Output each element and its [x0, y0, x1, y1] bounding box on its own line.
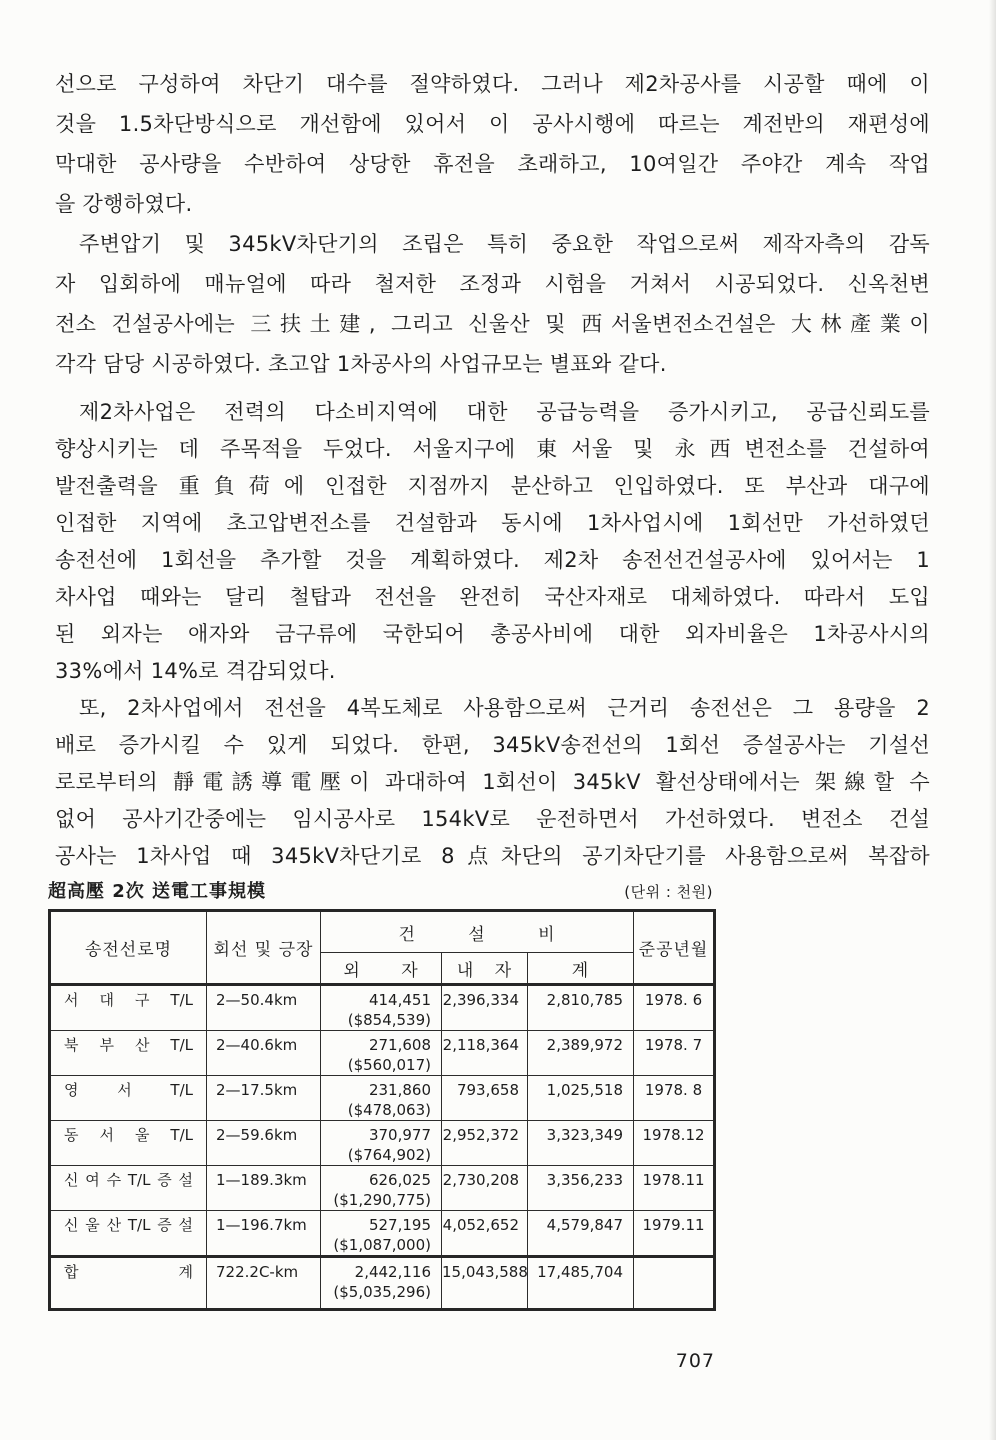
text-line: 을 강행하였다.	[55, 192, 193, 216]
text-line: 전소 건설공사에는 三扶土建, 그리고 신울산 및 西서울변전소건설은 大林產業이	[55, 312, 930, 336]
col-header-domestic-capital: 내 자	[442, 953, 528, 985]
text-line: 것을 1.5차단방식으로 개선함에 있어서 이 공사시행에 따르는 계전반의 재편성에	[55, 112, 930, 136]
table-row	[50, 1211, 715, 1257]
total-cost-cell: 17,485,704	[528, 1257, 634, 1310]
foreign-usd-amount: ($5,035,296)	[333, 1283, 431, 1301]
foreign-amount: 414,451	[368, 991, 431, 1009]
col-header-line-name: 송전선로명	[50, 911, 207, 985]
col-header-construction-cost: 건 설 비	[321, 911, 634, 953]
table-caption-row	[48, 879, 713, 905]
table-header	[50, 911, 715, 985]
foreign-amount: 370,977	[368, 1126, 431, 1144]
foreign-usd-amount: ($764,902)	[347, 1146, 431, 1164]
circuit-length-cell: 2—50.4km	[207, 985, 321, 1031]
text-line: 주변압기 및 345kV차단기의 조립은 특히 중요한 작업으로써 제작자측의 감독	[79, 232, 930, 256]
foreign-amount: 626,025	[368, 1171, 431, 1189]
col-header-completion-date: 준공년월	[634, 911, 715, 985]
table-row	[50, 1076, 715, 1121]
text-line: 막대한 공사량을 수반하여 상당한 휴전을 초래하고, 10여일간 주야간 계속 작업	[55, 152, 930, 176]
col-header-circuit-length: 회선 및 긍장	[207, 911, 321, 985]
foreign-capital-cell	[321, 1031, 442, 1076]
foreign-amount: 2,442,116	[354, 1263, 431, 1281]
total-cost-cell: 3,323,349	[528, 1121, 634, 1166]
circuit-length-cell: 2—59.6km	[207, 1121, 321, 1166]
foreign-usd-amount: ($478,063)	[347, 1101, 431, 1119]
domestic-capital-cell: 2,118,364	[442, 1031, 528, 1076]
line-name-cell: 신 여 수 T/L 증 설	[50, 1166, 207, 1211]
domestic-capital-cell: 2,730,208	[442, 1166, 528, 1211]
transmission-cost-table	[48, 909, 716, 1311]
foreign-usd-amount: ($1,087,000)	[333, 1236, 431, 1254]
foreign-amount: 231,860	[368, 1081, 431, 1099]
circuit-length-cell: 2—40.6km	[207, 1031, 321, 1076]
foreign-usd-amount: ($560,017)	[347, 1056, 431, 1074]
col-header-total: 계	[528, 953, 634, 985]
completion-date-cell: 1978.12	[634, 1121, 715, 1166]
line-name-cell: 신 울 산 T/L 증 설	[50, 1211, 207, 1257]
paragraph-1	[48, 64, 932, 224]
table-unit-label: (단위 : 천원)	[624, 883, 713, 901]
line-name-cell: 합 계	[50, 1257, 207, 1310]
text-line: 각각 담당 시공하였다. 초고압 1차공사의 사업규모는 별표와 같다.	[55, 352, 667, 376]
circuit-length-cell: 722.2C-km	[207, 1257, 321, 1310]
paragraph-4	[48, 690, 932, 875]
foreign-capital-cell	[321, 985, 442, 1031]
domestic-capital-cell: 15,043,588	[442, 1257, 528, 1310]
domestic-capital-cell: 2,396,334	[442, 985, 528, 1031]
table-row	[50, 1121, 715, 1166]
text-line: 인접한 지역에 초고압변전소를 건설함과 동시에 1차사업시에 1회선만 가선하였던	[55, 511, 930, 535]
foreign-capital-cell	[321, 1211, 442, 1257]
completion-date-cell	[634, 1257, 715, 1310]
text-line: 로로부터의 靜電誘導電壓이 과대하여 1회선이 345kV 활선상태에서는 架線할 수	[55, 770, 930, 794]
total-cost-cell: 2,389,972	[528, 1031, 634, 1076]
line-name-cell: 동 서 울 T/L	[50, 1121, 207, 1166]
foreign-usd-amount: ($854,539)	[347, 1011, 431, 1029]
circuit-length-cell: 2—17.5km	[207, 1076, 321, 1121]
text-line: 공사는 1차사업 때 345kV차단기로 8点차단의 공기차단기를 사용함으로써 복잡하	[55, 844, 930, 868]
page-number: 707	[675, 1350, 715, 1372]
text-block	[48, 64, 932, 1311]
text-line: 제2차사업은 전력의 다소비지역에 대한 공급능력을 증가시키고, 공급신뢰도를	[79, 400, 930, 424]
line-name-cell: 영 서 T/L	[50, 1076, 207, 1121]
text-line: 또, 2차사업에서 전선을 4복도체로 사용함으로써 근거리 송전선은 그 용량을 2	[79, 696, 931, 720]
text-line: 배로 증가시킬 수 있게 되었다. 한편, 345kV송전선의 1회선 증설공사는 기설선	[55, 733, 930, 757]
table-title: 超高壓 2次 送電工事規模	[48, 881, 267, 902]
table-row	[50, 985, 715, 1031]
paragraph-2	[48, 224, 932, 384]
circuit-length-cell: 1—189.3km	[207, 1166, 321, 1211]
total-cost-cell: 3,356,233	[528, 1166, 634, 1211]
completion-date-cell: 1978. 6	[634, 985, 715, 1031]
table-total-row	[50, 1257, 715, 1310]
text-line: 향상시키는 데 주목적을 두었다. 서울지구에 東서울 및 永西변전소를 건설하여	[55, 437, 930, 461]
text-line: 된 외자는 애자와 금구류에 국한되어 총공사비에 대한 외자비율은 1차공사시의	[55, 622, 930, 646]
col-header-foreign-capital: 외 자	[321, 953, 442, 985]
table-row	[50, 1031, 715, 1076]
total-cost-cell: 1,025,518	[528, 1076, 634, 1121]
foreign-usd-amount: ($1,290,775)	[333, 1191, 431, 1209]
text-line: 발전출력을 重負荷에 인접한 지점까지 분산하고 인입하였다. 또 부산과 대구에	[55, 474, 930, 498]
domestic-capital-cell: 793,658	[442, 1076, 528, 1121]
foreign-capital-cell	[321, 1166, 442, 1211]
foreign-amount: 271,608	[368, 1036, 431, 1054]
foreign-capital-cell	[321, 1121, 442, 1166]
text-line: 선으로 구성하여 차단기 대수를 절약하였다. 그러나 제2차공사를 시공할 때에 이	[55, 72, 930, 96]
foreign-amount: 527,195	[368, 1216, 431, 1234]
table-row	[50, 1166, 715, 1211]
completion-date-cell: 1978. 8	[634, 1076, 715, 1121]
completion-date-cell: 1978.11	[634, 1166, 715, 1211]
circuit-length-cell: 1—196.7km	[207, 1211, 321, 1257]
paragraph-3	[48, 394, 932, 690]
foreign-capital-cell	[321, 1257, 442, 1310]
text-line: 33%에서 14%로 격감되었다.	[55, 659, 336, 683]
foreign-capital-cell	[321, 1076, 442, 1121]
text-line: 차사업 때와는 달리 철탑과 전선을 완전히 국산자재로 대체하였다. 따라서 도입	[55, 585, 930, 609]
total-cost-cell: 4,579,847	[528, 1211, 634, 1257]
domestic-capital-cell: 4,052,652	[442, 1211, 528, 1257]
completion-date-cell: 1978. 7	[634, 1031, 715, 1076]
domestic-capital-cell: 2,952,372	[442, 1121, 528, 1166]
total-cost-cell: 2,810,785	[528, 985, 634, 1031]
line-name-cell: 북 부 산 T/L	[50, 1031, 207, 1076]
text-line: 송전선에 1회선을 추가할 것을 계획하였다. 제2차 송전선건설공사에 있어서는 1	[55, 548, 930, 572]
text-line: 없어 공사기간중에는 임시공사로 154kV로 운전하면서 가선하였다. 변전소 건설	[55, 807, 930, 831]
completion-date-cell: 1979.11	[634, 1211, 715, 1257]
line-name-cell: 서 대 구 T/L	[50, 985, 207, 1031]
scan-edge-shadow	[989, 0, 996, 1440]
text-line: 자 입회하에 매뉴얼에 따라 철저한 조정과 시험을 거쳐서 시공되었다. 신옥천변	[55, 272, 930, 296]
